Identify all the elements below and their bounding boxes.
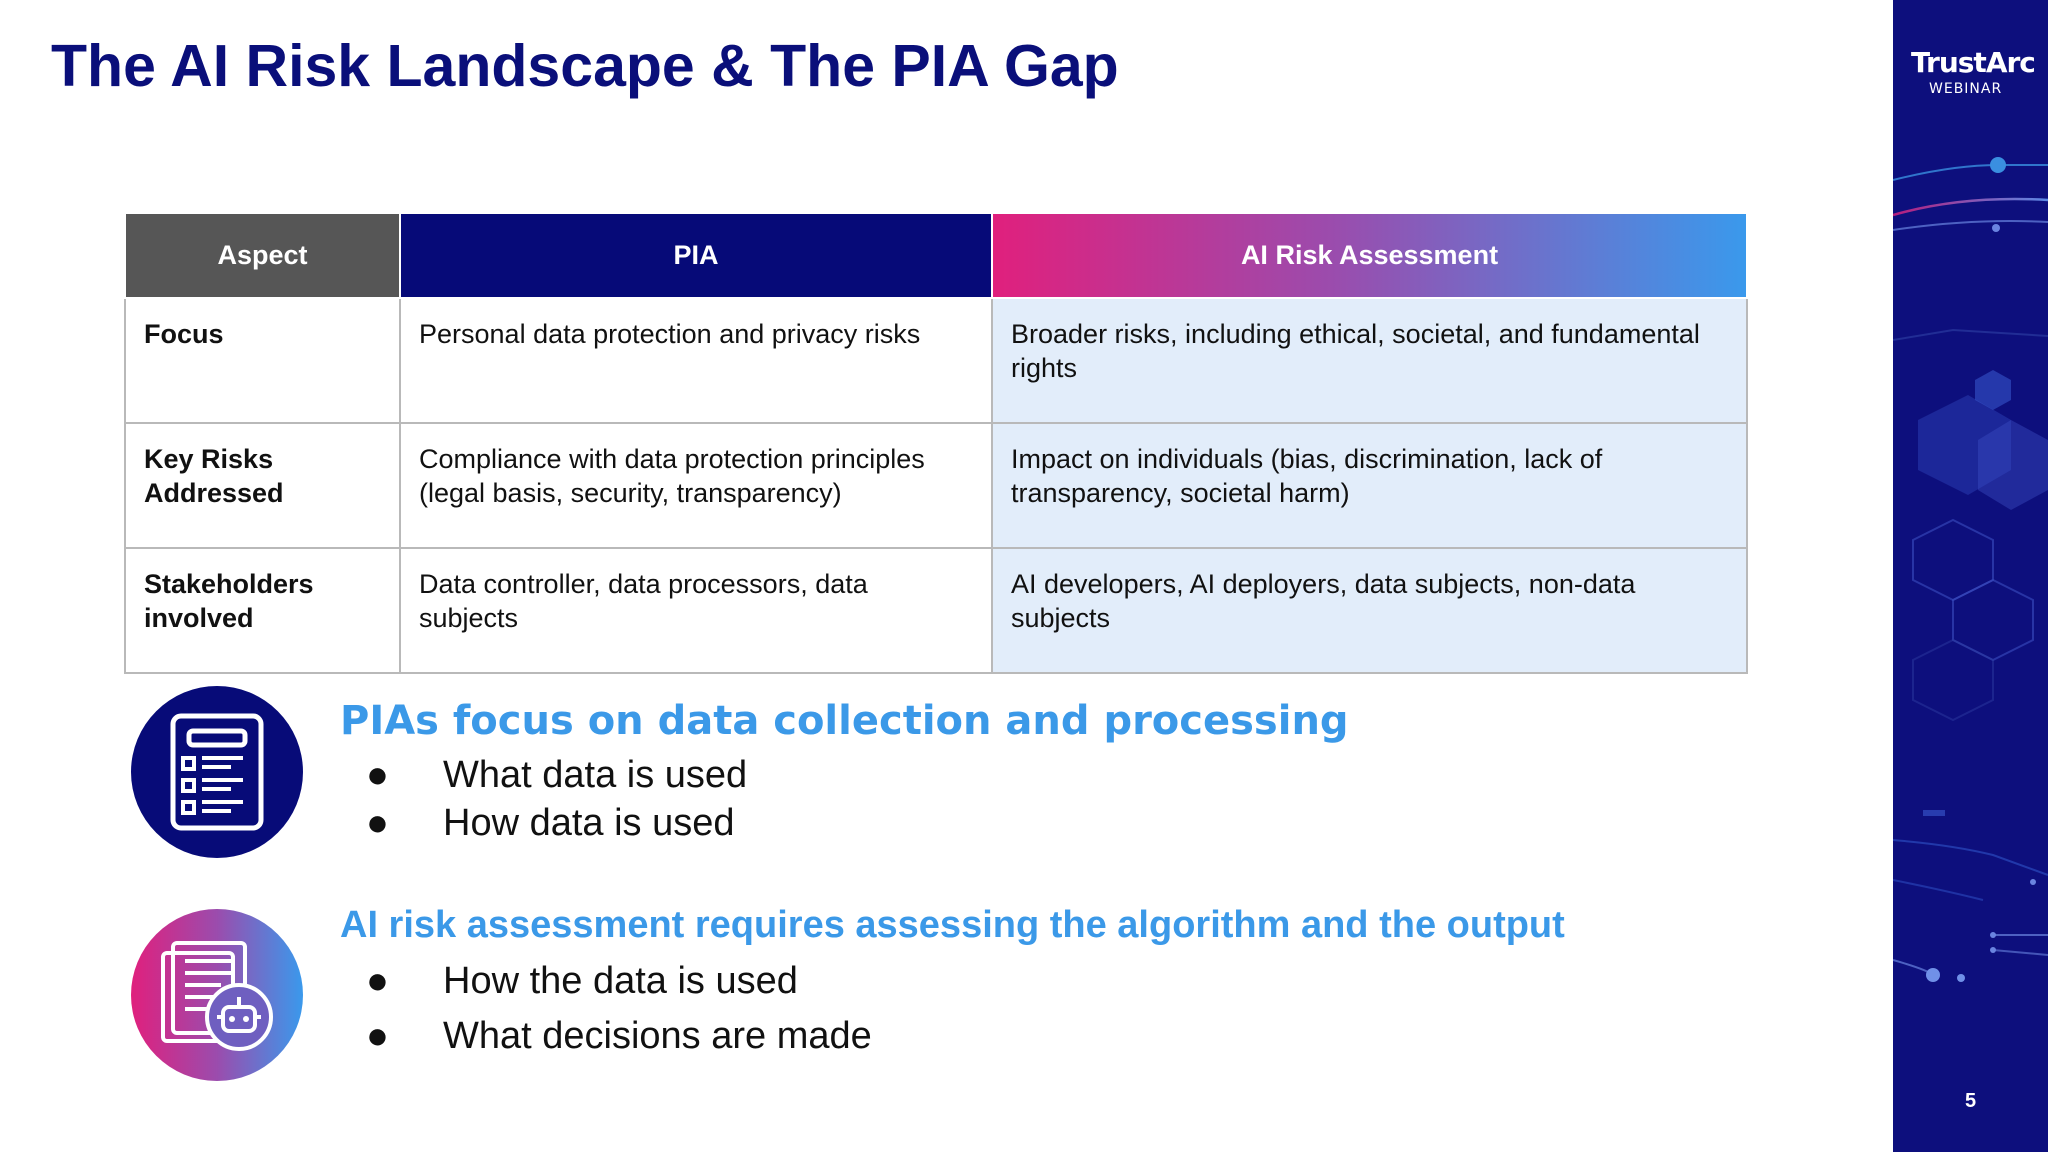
cell-aspect: Focus bbox=[125, 298, 400, 423]
table-row bbox=[125, 298, 1747, 423]
comparison-table bbox=[124, 212, 1748, 674]
brand-sidebar bbox=[1893, 0, 2048, 1152]
bullet-icon: ● bbox=[366, 1015, 389, 1057]
cell-pia: Compliance with data protection principles (legal basis, security, transparency) bbox=[400, 423, 992, 548]
section-title: PIAs focus on data collection and processing bbox=[340, 698, 1349, 744]
bullet-text: What data is used bbox=[443, 754, 748, 796]
table-header-row bbox=[125, 213, 1747, 298]
slide-title: The AI Risk Landscape & The PIA Gap bbox=[51, 33, 1119, 99]
header-aspect: Aspect bbox=[125, 213, 400, 298]
trustarc-logo bbox=[1911, 46, 2035, 97]
section-title: AI risk assessment requires assessing the algorithm and the output bbox=[340, 904, 1565, 946]
cell-ai: AI developers, AI deployers, data subjects, non-data subjects bbox=[992, 548, 1747, 673]
ai-robot-document-icon bbox=[131, 909, 303, 1081]
brand-name: TrustArc bbox=[1911, 46, 2035, 79]
bullet-icon: ● bbox=[366, 754, 389, 796]
brand-subtitle: WEBINAR bbox=[1929, 81, 2003, 97]
cell-pia: Data controller, data processors, data subjects bbox=[400, 548, 992, 673]
table-row bbox=[125, 548, 1747, 673]
page-number: 5 bbox=[1965, 1090, 1977, 1112]
bullet-icon: ● bbox=[366, 960, 389, 1002]
checklist-document-icon bbox=[131, 686, 303, 858]
bullet-text: What decisions are made bbox=[443, 1015, 872, 1057]
cell-ai: Broader risks, including ethical, societal, and fundamental rights bbox=[992, 298, 1747, 423]
header-pia: PIA bbox=[400, 213, 992, 298]
bullet-text: How data is used bbox=[443, 802, 735, 844]
bullet-icon: ● bbox=[366, 802, 389, 844]
cell-ai: Impact on individuals (bias, discrimination, lack of transparency, societal harm) bbox=[992, 423, 1747, 548]
header-ai-risk-assessment: AI Risk Assessment bbox=[992, 213, 1747, 298]
circuit-decoration bbox=[1893, 0, 2048, 1152]
cell-pia: Personal data protection and privacy risks bbox=[400, 298, 992, 423]
table-row bbox=[125, 423, 1747, 548]
cell-aspect: Stakeholders involved bbox=[125, 548, 400, 673]
cell-aspect: Key Risks Addressed bbox=[125, 423, 400, 548]
bullet-text: How the data is used bbox=[443, 960, 798, 1002]
